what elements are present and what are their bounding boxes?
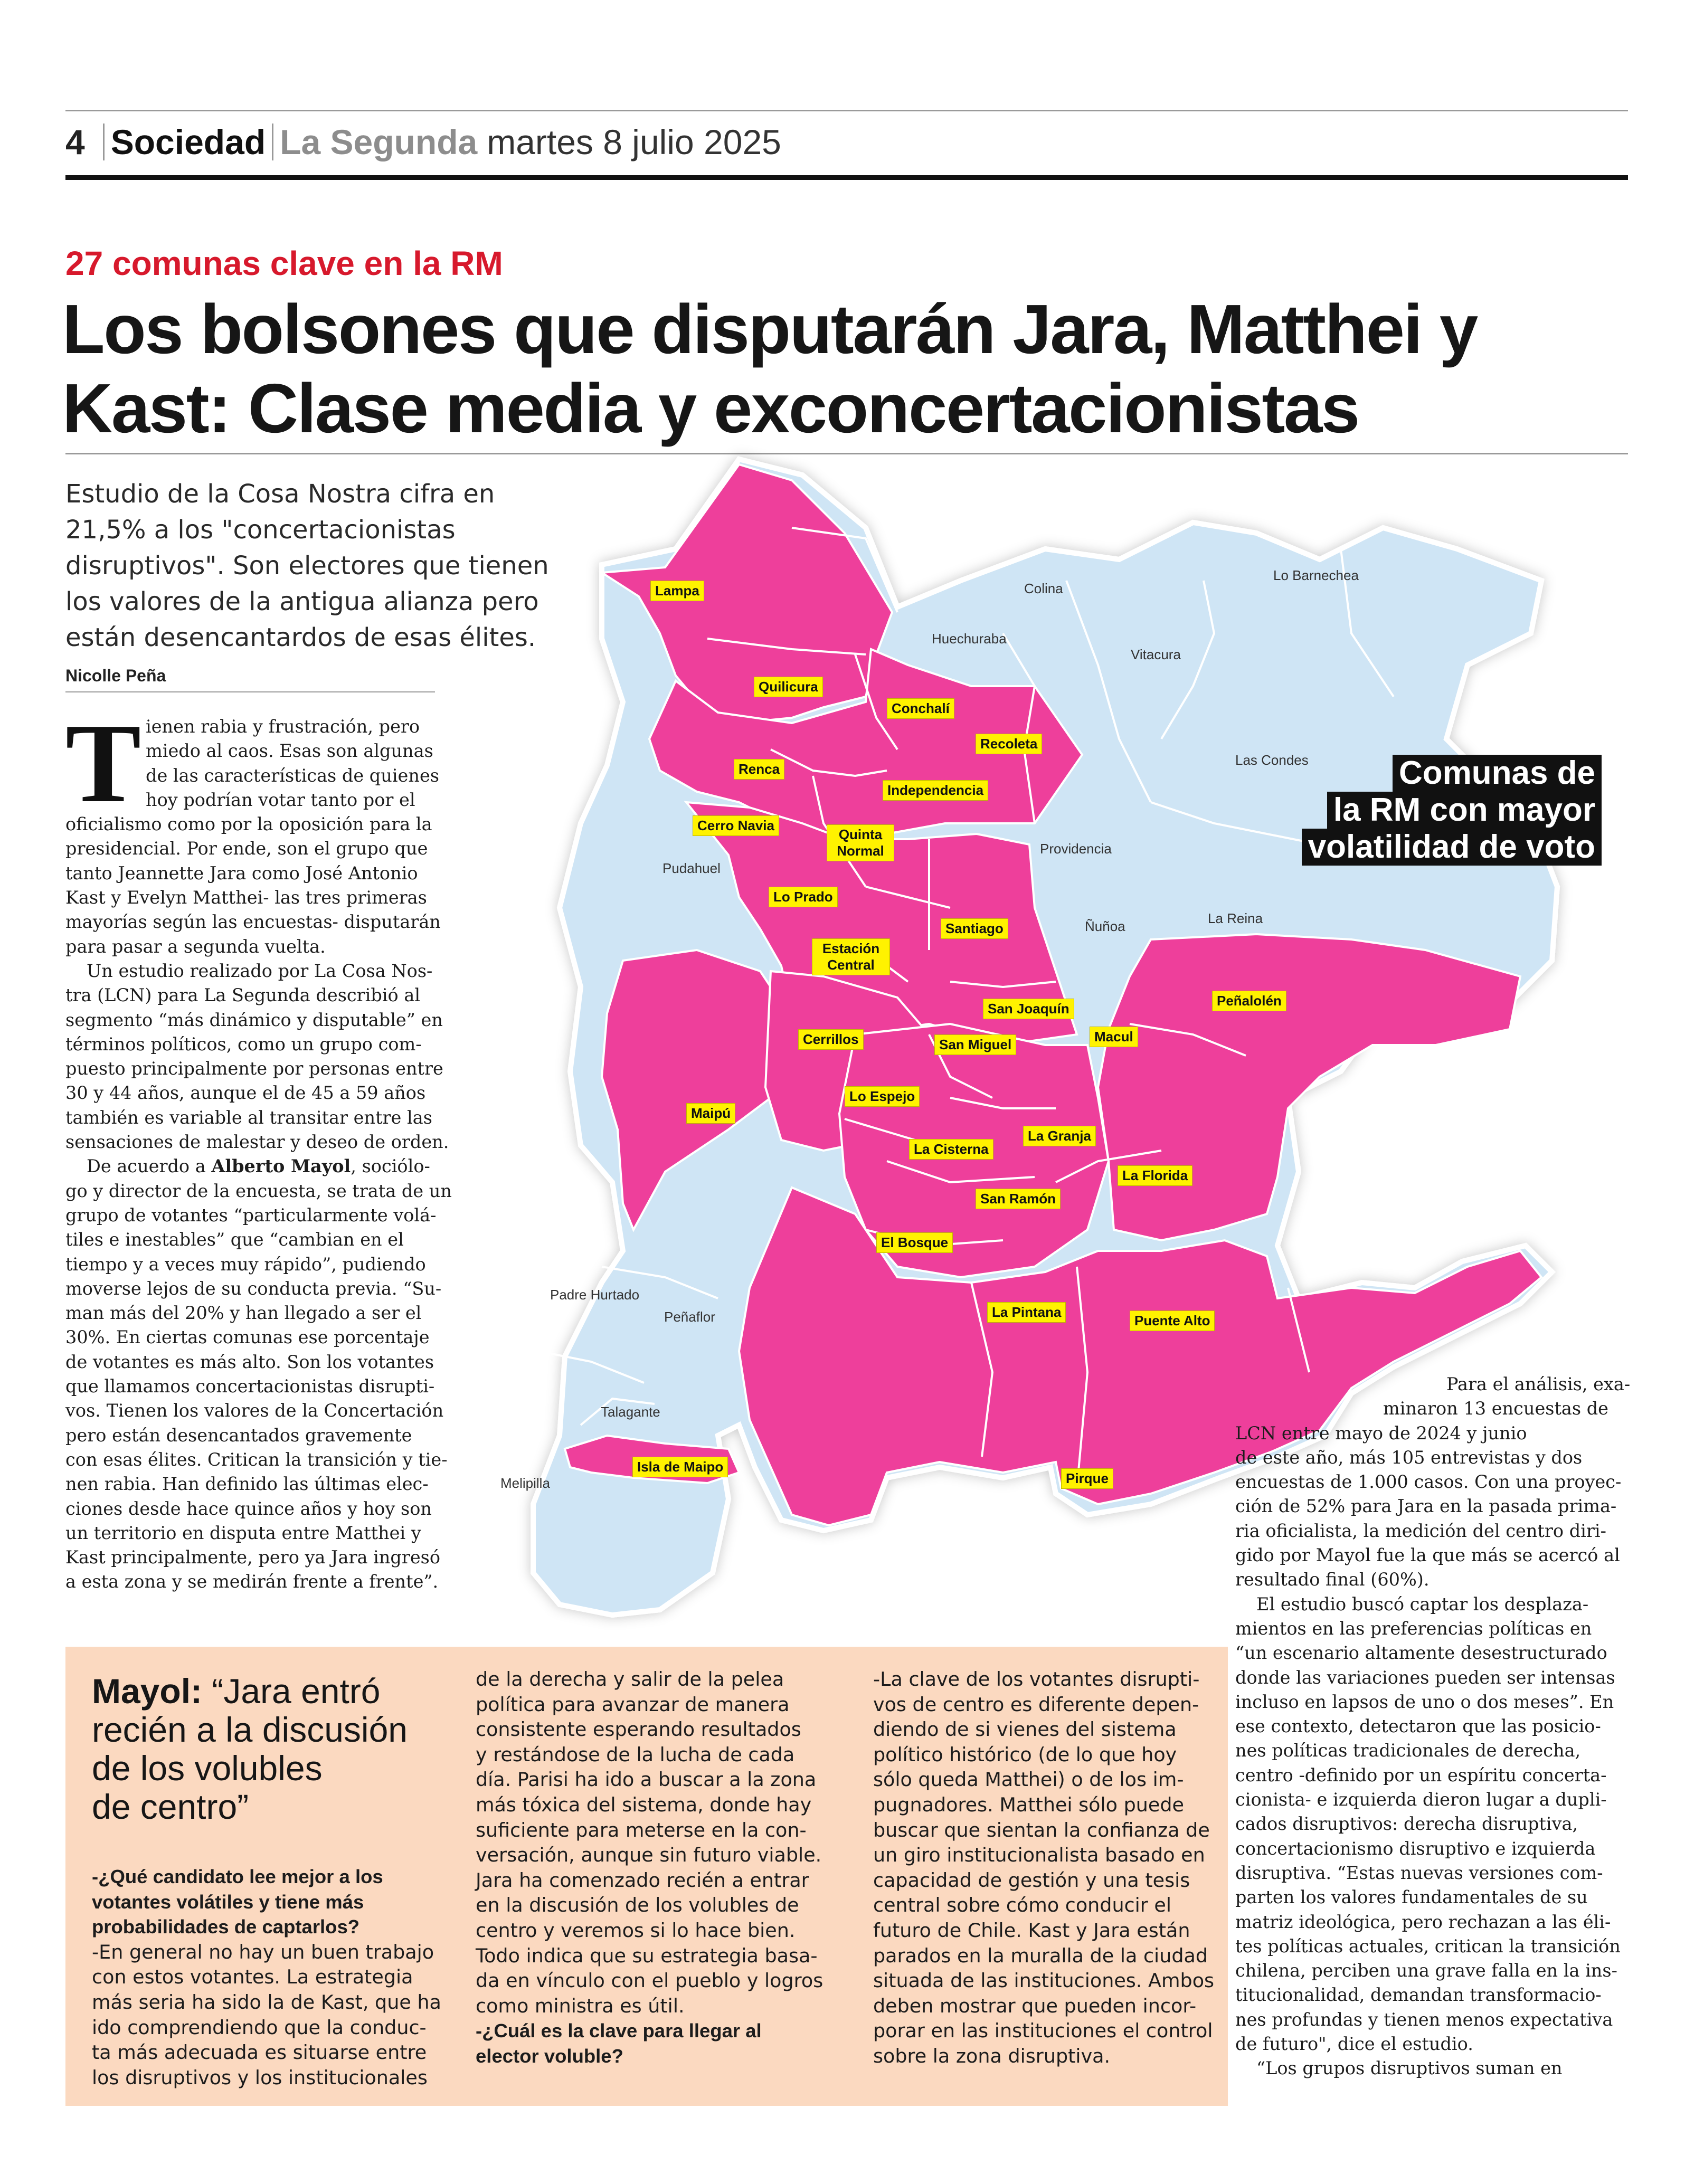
body-text-line: de este año, más 105 entrevistas y dos [1235, 1447, 1583, 1468]
body-text-line: tanto Jeannette Jara como José Antonio [65, 862, 418, 884]
body-text-line: nen rabia. Han definido las últimas elec- [65, 1474, 429, 1495]
interview-headline-rest: “Jara entró [202, 1672, 381, 1711]
body-text-line: ria oficialista, la medición del centro diri- [1235, 1520, 1606, 1541]
comuna-label-la-granja: La Granja [1023, 1126, 1096, 1146]
body-text-line: pero están desencantados gravemente [65, 1425, 412, 1446]
body-text-line: puesto principalmente por personas entre [65, 1058, 443, 1079]
interview-text-line: capacidad de gestión y una tesis [873, 1868, 1190, 1892]
body-text-line: centro -definido por un espíritu concerta- [1235, 1764, 1607, 1786]
interview-headline-lead: Mayol: [92, 1672, 203, 1711]
comuna-label-la-florida: La Florida [1118, 1165, 1192, 1186]
interview-headline-line: de los volubles [92, 1749, 323, 1788]
body-text-line: LCN entre mayo de 2024 y junio [1235, 1422, 1527, 1444]
comuna-label-lo-barnechea: Lo Barnechea [1273, 567, 1359, 583]
drop-cap: T [65, 700, 141, 826]
body-text-line: “un escenario altamente desestructurado [1235, 1642, 1607, 1664]
body-text-line: tes políticas actuales, critican la transición [1235, 1935, 1621, 1957]
comuna-label-la-cisterna: La Cisterna [909, 1139, 993, 1160]
body-text-line: 30%. En ciertas comunas ese porcentaje [65, 1327, 430, 1348]
interview-text-line: situada de las instituciones. Ambos [873, 1969, 1215, 1992]
interview-text-line: Jara ha comenzado recién a entrar [476, 1868, 809, 1892]
comuna-label-independencia: Independencia [883, 780, 988, 801]
deck-line: disruptivos". Son electores que tienen [65, 551, 549, 581]
body-text-line: Para el análisis, exa- [1446, 1374, 1631, 1394]
comuna-label-colina: Colina [1024, 581, 1063, 596]
map-title-line: volatilidad de voto [1302, 829, 1602, 866]
interview-text-line: versación, aunque sin futuro viable. [476, 1844, 822, 1867]
comuna-label-recoleta: Recoleta [976, 734, 1042, 754]
interview-text-line: -¿Cuál es la clave para llegar al [476, 2020, 762, 2042]
headline-line-2: Kast: Clase media y exconcertacionistas [62, 369, 1359, 447]
interview-column-3 [873, 1667, 1216, 2069]
body-text-line: oficialismo como por la oposición para la [65, 814, 432, 835]
interview-headline-line: de centro” [92, 1787, 249, 1826]
interview-text-line: -La clave de los votantes disrupti- [873, 1668, 1200, 1691]
body-text-line: de votantes es más alto. Son los votantes [65, 1351, 434, 1372]
comuna-label-quilicura: Quilicura [754, 677, 823, 697]
comuna-label-san-joaquin: San Joaquín [983, 999, 1074, 1019]
body-column-left [65, 700, 452, 1594]
map-title-line: la RM con mayor [1327, 792, 1602, 829]
interview-text-line: deben mostrar que pueden incor- [873, 1994, 1197, 2017]
body-text-line: resultado final (60%). [1235, 1569, 1430, 1590]
interview-text-line: de la derecha y salir de la pelea [476, 1668, 784, 1691]
comuna-label-penalolen: Peñalolén [1212, 991, 1286, 1011]
comuna-label-cerrillos: Cerrillos [798, 1029, 864, 1050]
deck-line: Estudio de la Cosa Nostra cifra en [65, 479, 495, 509]
comuna-label-estacion-central: Estación Central [812, 938, 890, 975]
interview-text-line: en la discusión de los volubles de [476, 1894, 799, 1917]
deck-line: 21,5% a los "concertacionistas [65, 515, 456, 545]
body-text-line: presidencial. Por ende, son el grupo que [65, 838, 428, 859]
comuna-label-vitacura: Vitacura [1131, 647, 1181, 662]
body-text-line: tiempo y a veces muy rápido”, pudiendo [65, 1254, 426, 1275]
interview-text-line: central sobre cómo conducir el [873, 1894, 1172, 1917]
comuna-label-talagante: Talagante [601, 1404, 660, 1420]
body-text-line: también es variable al transitar entre las [65, 1107, 432, 1128]
comuna-label-el-bosque: El Bosque [876, 1232, 953, 1253]
comuna-label-melipilla: Melipilla [500, 1475, 550, 1491]
body-text-line: a esta zona y se medirán frente a frente”. [65, 1571, 439, 1592]
kicker: 27 comunas clave en la RM [65, 244, 503, 282]
deck-line: los valores de la antigua alianza pero [65, 587, 539, 616]
interview-text-line: con estos votantes. La estrategia [92, 1965, 413, 1989]
body-text-line: con esas élites. Critican la transición y tie- [65, 1449, 448, 1470]
comuna-label-lo-prado: Lo Prado [769, 887, 838, 907]
comuna-label-puente-alto: Puente Alto [1130, 1311, 1215, 1331]
body-text-line: El estudio buscó captar los desplaza- [1256, 1593, 1589, 1615]
comuna-label-nunoa: Ñuñoa [1085, 918, 1125, 934]
publication-name: La Segunda [280, 122, 478, 162]
interview-column-1 [92, 1864, 440, 2090]
interview-text-line: Todo indica que su estrategia basa- [476, 1944, 818, 1967]
comuna-label-penaflor: Peñaflor [664, 1309, 715, 1325]
interview-text-line: consistente esperando resultados [476, 1718, 801, 1741]
interview-text-line: más seria ha sido la de Kast, que ha [92, 1990, 441, 2014]
body-text-line: Kast principalmente, pero ya Jara ingresó [65, 1547, 441, 1568]
deck-line: están desencantardos de esas élites. [65, 623, 536, 652]
body-text-line: mayorías según las encuestas- disputarán [65, 911, 441, 933]
body-text-line: grupo de votantes “particularmente volá- [65, 1204, 437, 1226]
body-text-line: “Los grupos disruptivos suman en [1256, 2058, 1563, 2079]
body-text-line: cionista- e izquierda dieron lugar a dupli- [1235, 1789, 1607, 1810]
interview-text-line: buscar que sientan la confianza de [873, 1818, 1210, 1841]
body-text-line: ienen rabia y frustración, pero [146, 716, 420, 737]
interview-text-line: suficiente para meterse en la con- [476, 1818, 807, 1841]
body-text-line: de las características de quienes [146, 765, 439, 786]
body-text-line: hoy podrían votar tanto por el [146, 789, 415, 810]
interview-column-2 [476, 1667, 835, 2069]
body-text-line: mientos en las preferencias políticas en [1235, 1618, 1592, 1639]
comuna-label-renca: Renca [734, 759, 784, 780]
body-text-line: gido por Mayol fue la que más se acercó al [1235, 1545, 1620, 1566]
section-name: Sociedad [110, 122, 266, 162]
body-text-line: go y director de la encuesta, se trata de un [65, 1180, 452, 1201]
body-text-line: parten los valores fundamentales de su [1235, 1887, 1588, 1908]
body-text-line: miedo al caos. Esas son algunas [146, 740, 433, 762]
headline-line-1: Los bolsones que disputarán Jara, Matthei y [62, 290, 1477, 368]
issue-date: martes 8 julio 2025 [487, 122, 781, 162]
body-text-line: man más del 20% y han llegado a ser el [65, 1303, 422, 1324]
body-text-line: donde las variaciones pueden ser intensas [1235, 1667, 1615, 1688]
comuna-label-santiago: Santiago [941, 918, 1008, 939]
comuna-label-quinta-normal: Quinta Normal [827, 824, 894, 861]
body-text-line: tra (LCN) para La Segunda describió al [65, 985, 421, 1006]
body-text-line: vos. Tienen los valores de la Concertación [65, 1400, 444, 1421]
body-text-line: ción de 52% para Jara en la pasada prima- [1235, 1496, 1617, 1517]
comuna-label-padre-hurtado: Padre Hurtado [550, 1287, 640, 1303]
body-text-line: para pasar a segunda vuelta. [65, 936, 326, 957]
body-text-line: 30 y 44 años, aunque el de 45 a 59 años [65, 1082, 426, 1104]
comuna-label-pirque: Pirque [1061, 1468, 1113, 1489]
body-text-line: Kast y Evelyn Matthei- las tres primeras [65, 887, 427, 908]
interview-text-line: porar en las instituciones el control [873, 2019, 1213, 2043]
comuna-label-san-miguel: San Miguel [934, 1034, 1016, 1055]
interview-text-line: ido comprendiendo que la conduc- [92, 2016, 427, 2039]
body-column-right [1235, 1372, 1629, 2081]
body-text-line: nes políticas tradicionales de derecha, [1235, 1740, 1581, 1761]
body-text-line: un territorio en disputa entre Matthei y [65, 1522, 421, 1543]
byline: Nicolle Peña [65, 666, 166, 685]
interview-headline [92, 1672, 451, 1826]
interview-text-line: política para avanzar de manera [476, 1693, 790, 1716]
interview-text-line: vos de centro es diferente depen- [873, 1693, 1199, 1716]
body-text-line: chilena, perciben una grave falla en la ins- [1235, 1960, 1617, 1981]
comuna-label-providencia: Providencia [1040, 841, 1112, 857]
comuna-label-san-ramon: San Ramón [976, 1189, 1061, 1209]
interview-box [65, 1647, 1228, 2106]
map-title [1253, 755, 1602, 866]
interview-text-line: -¿Qué candidato lee mejor a los [92, 1866, 383, 1887]
interview-text-line: da en vínculo con el pueblo y logros [476, 1969, 823, 1992]
comuna-label-lampa: Lampa [650, 581, 704, 601]
interview-text-line: centro y veremos si lo hace bien. [476, 1919, 796, 1942]
body-text-line: que llamamos concertacionistas disrupti- [65, 1376, 435, 1397]
body-text-line: minaron 13 encuestas de [1383, 1398, 1609, 1419]
body-text-line-with-name: De acuerdo a Alberto Mayol, sociólo- [87, 1156, 430, 1177]
body-text-line: sensaciones de malestar y deseo de orden. [65, 1132, 449, 1153]
body-text-line: matriz ideológica, pero rechazan a las éli- [1235, 1911, 1611, 1932]
interview-text-line: ta más adecuada es situarse entre [92, 2041, 427, 2064]
comuna-label-huechuraba: Huechuraba [932, 631, 1007, 647]
body-text-line: cados disruptivos: derecha disruptiva, [1235, 1813, 1578, 1835]
comuna-label-la-pintana: La Pintana [987, 1302, 1066, 1323]
interview-text-line: más tóxica del sistema, donde hay [476, 1793, 812, 1816]
comuna-label-maipu: Maipú [686, 1103, 735, 1124]
body-text-line: titucionalidad, demandan transformacio- [1235, 1984, 1602, 2006]
body-text-line: segmento “más dinámico y disputable” en [65, 1009, 443, 1030]
body-text-line: concertacionismo disruptivo e izquierda [1235, 1838, 1596, 1859]
interview-text-line: un giro institucionalista basado en [873, 1844, 1205, 1867]
comuna-label-macul: Macul [1090, 1027, 1138, 1047]
interview-text-line: probabilidades de captarlos? [92, 1916, 360, 1938]
interview-text-line: y restándose de la lucha de cada [476, 1743, 795, 1766]
body-text-line: nes profundas y tienen menos expectativa [1235, 2009, 1613, 2030]
interview-text-line: sólo queda Matthei) o de los im- [873, 1768, 1184, 1791]
interview-text-line: diendo de si vienes del sistema [873, 1718, 1177, 1741]
body-text-line: moverse lejos de su conducta previa. “Su- [65, 1278, 442, 1299]
map-title-line: Comunas de [1393, 755, 1602, 792]
body-text-line: términos políticos, como un grupo com- [65, 1033, 422, 1055]
body-text-line: de futuro", dice el estudio. [1235, 2034, 1473, 2055]
interview-text-line: elector voluble? [476, 2045, 623, 2067]
body-text-line: encuestas de 1.000 casos. Con una proyec- [1235, 1471, 1622, 1493]
comuna-label-la-reina: La Reina [1208, 910, 1263, 926]
interview-text-line: los disruptivos y los institucionales [92, 2066, 428, 2089]
interview-text-line: pugnadores. Matthei sólo puede [873, 1793, 1184, 1816]
interview-text-line: día. Parisi ha ido a buscar a la zona [476, 1768, 817, 1791]
interview-text-line: votantes volátiles y tiene más [92, 1891, 364, 1913]
comuna-label-las-condes: Las Condes [1235, 752, 1309, 768]
comuna-label-conchali: Conchalí [887, 698, 954, 719]
page-number: 4 [65, 122, 85, 162]
interview-text-line: sobre la zona disruptiva. [873, 2044, 1111, 2067]
body-text-line: ese contexto, detectaron que las posicio- [1235, 1716, 1601, 1737]
interview-text-line: político histórico (de lo que hoy [873, 1743, 1177, 1766]
interview-text-line: parados en la muralla de la ciudad [873, 1944, 1208, 1967]
interview-text-line: futuro de Chile. Kast y Jara están [873, 1919, 1190, 1942]
comuna-label-isla-de-maipo: Isla de Maipo [632, 1457, 728, 1477]
body-text-line: incluso en lapsos de uno o dos meses”. En [1235, 1691, 1614, 1712]
body-text-line: Un estudio realizado por La Cosa Nos- [87, 960, 433, 981]
interview-headline-line: recién a la discusión [92, 1710, 408, 1749]
body-text-line: ciones desde hace quince años y hoy son [65, 1498, 432, 1519]
body-text-line: tiles e inestables” que “cambian en el [65, 1229, 404, 1250]
comuna-label-pudahuel: Pudahuel [662, 860, 721, 876]
comuna-label-cerro-navia: Cerro Navia [693, 815, 779, 836]
interview-text-line: como ministra es útil. [476, 1994, 685, 2017]
interview-text-line: -En general no hay un buen trabajo [92, 1940, 434, 1963]
comuna-label-lo-espejo: Lo Espejo [845, 1086, 920, 1107]
body-text-line: disruptiva. “Estas nuevas versiones com- [1235, 1862, 1603, 1883]
